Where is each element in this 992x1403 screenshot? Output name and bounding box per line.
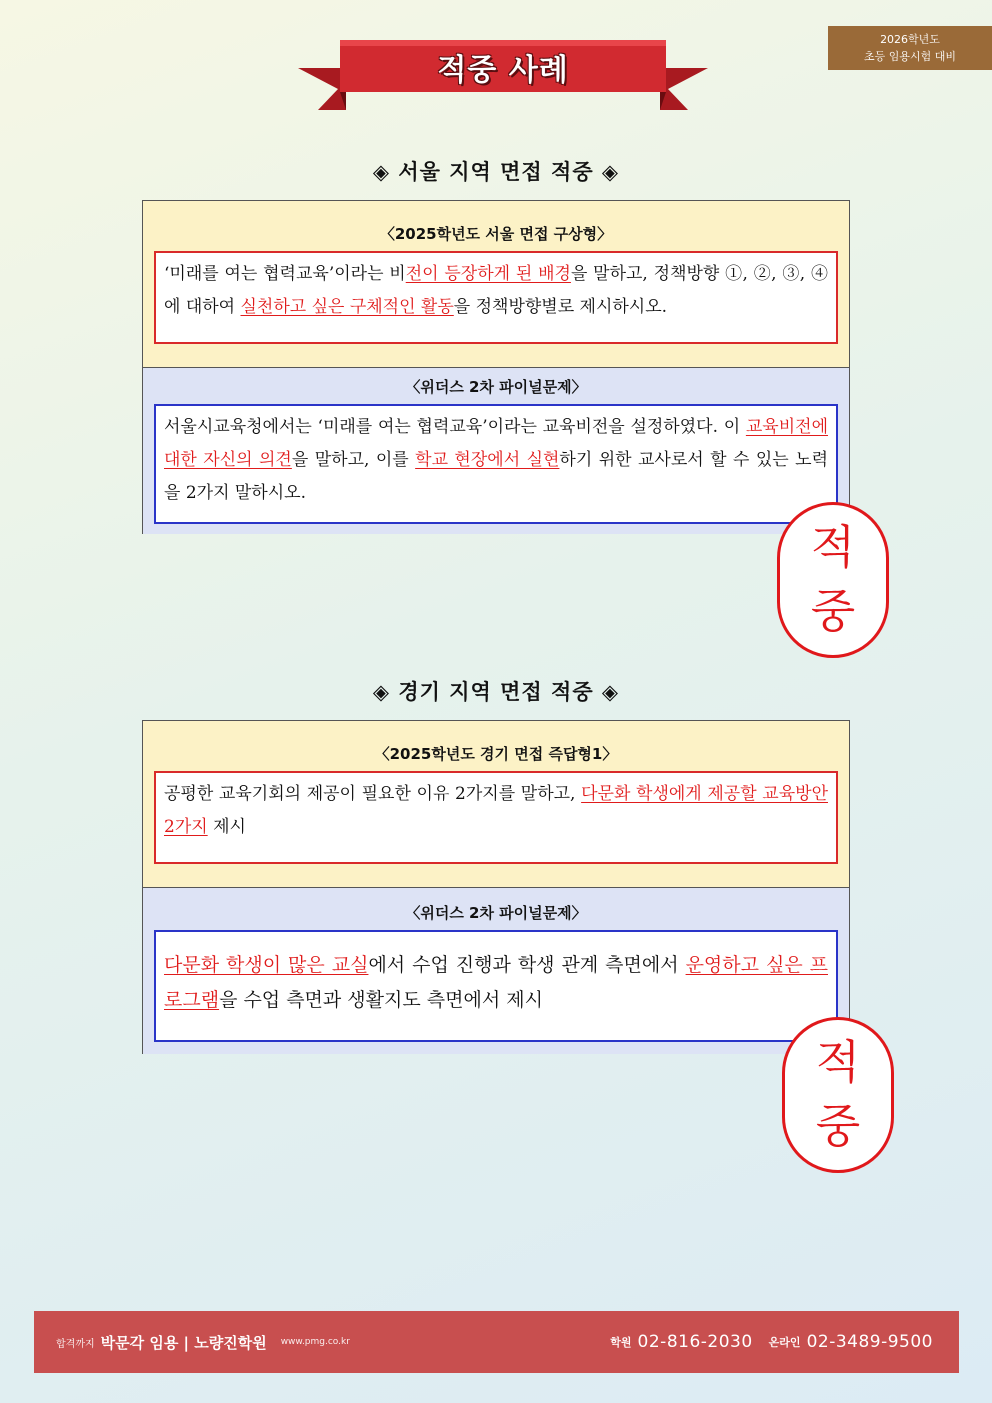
gyeonggi-final-question <box>143 888 849 1054</box>
hit-stamp: 적 중 <box>777 502 889 658</box>
exam-year-tag-line1: 2026학년도 <box>880 33 940 46</box>
academy-phone: 02-816-2030 <box>637 1332 753 1352</box>
academy-phone-label: 학원 <box>610 1336 632 1349</box>
gyeonggi-final-question-box: 다문화 학생이 많은 교실에서 수업 진행과 학생 관계 측면에서 운영하고 싶은 프로그램을 수업 측면과 생활지도 측면에서 제시 <box>154 930 838 1042</box>
seoul-panel <box>142 200 850 534</box>
hit-stamp: 적 중 <box>782 1017 894 1173</box>
seoul-section-heading: ◈ 서울 지역 면접 적중 ◈ <box>372 160 620 184</box>
highlight: 실천하고 싶은 구체적인 활동 <box>240 297 454 317</box>
page-title: 적중 사례 <box>437 53 569 88</box>
seoul-final-question <box>143 368 849 534</box>
gyeonggi-section-heading: ◈ 경기 지역 면접 적중 ◈ <box>372 680 620 704</box>
footer-url-link[interactable]: www.pmg.co.kr <box>280 1337 350 1347</box>
gyeonggi-final-title: 〈위더스 2차 파이널문제〉 <box>405 904 587 922</box>
seoul-exam-title: 〈2025학년도 서울 면접 구상형〉 <box>379 225 613 243</box>
gyeonggi-exam-title: 〈2025학년도 경기 면접 즉답형1〉 <box>374 745 618 763</box>
footer-brand <box>56 1332 350 1353</box>
seoul-final-question-box: 서울시교육청에서는 ‘미래를 여는 협력교육’이라는 교육비전을 설정하였다. 이 교육비전에 대한 자신의 의견을 말하고, 이를 학교 현장에서 실현하기 위한 교사로서 할 수 있는 노력을 2가지 말하시오. <box>154 404 838 524</box>
footer-bar <box>34 1311 959 1373</box>
highlight: 운영하고 싶은 프로그램 <box>164 954 828 1011</box>
seoul-exam-question <box>143 201 849 368</box>
online-phone-label: 온라인 <box>768 1336 801 1349</box>
gyeonggi-panel <box>142 720 850 1054</box>
exam-year-tag-line2: 초등 임용시험 대비 <box>863 50 956 63</box>
exam-year-tag <box>828 26 992 70</box>
gyeonggi-exam-question-box: 공평한 교육기회의 제공이 필요한 이유 2가지를 말하고, 다문화 학생에게 제공할 교육방안 2가지 제시 <box>154 771 838 864</box>
online-phone: 02-3489-9500 <box>806 1332 933 1352</box>
footer-contacts <box>610 1332 933 1352</box>
highlight: 전이 등장하게 된 배경 <box>405 264 571 284</box>
seoul-final-title: 〈위더스 2차 파이널문제〉 <box>405 378 587 396</box>
highlight: 다문화 학생이 많은 교실 <box>164 954 369 976</box>
seoul-exam-question-box: ‘미래를 여는 협력교육’이라는 비전이 등장하게 된 배경을 말하고, 정책방향 ①, ②, ③, ④에 대하여 실천하고 싶은 구체적인 활동을 정책방향별로 제시하시오. <box>154 251 838 344</box>
footer-slogan: 합격까지 <box>56 1338 95 1350</box>
highlight: 다문화 학생에게 제공할 교육방안 2가지 <box>164 784 828 837</box>
gyeonggi-exam-question <box>143 721 849 888</box>
highlight: 학교 현장에서 실현 <box>415 450 560 470</box>
footer-brand-name: 박문각 임용 | 노량진학원 <box>100 1333 267 1352</box>
highlight: 교육비전에 대한 자신의 의견 <box>164 417 828 470</box>
